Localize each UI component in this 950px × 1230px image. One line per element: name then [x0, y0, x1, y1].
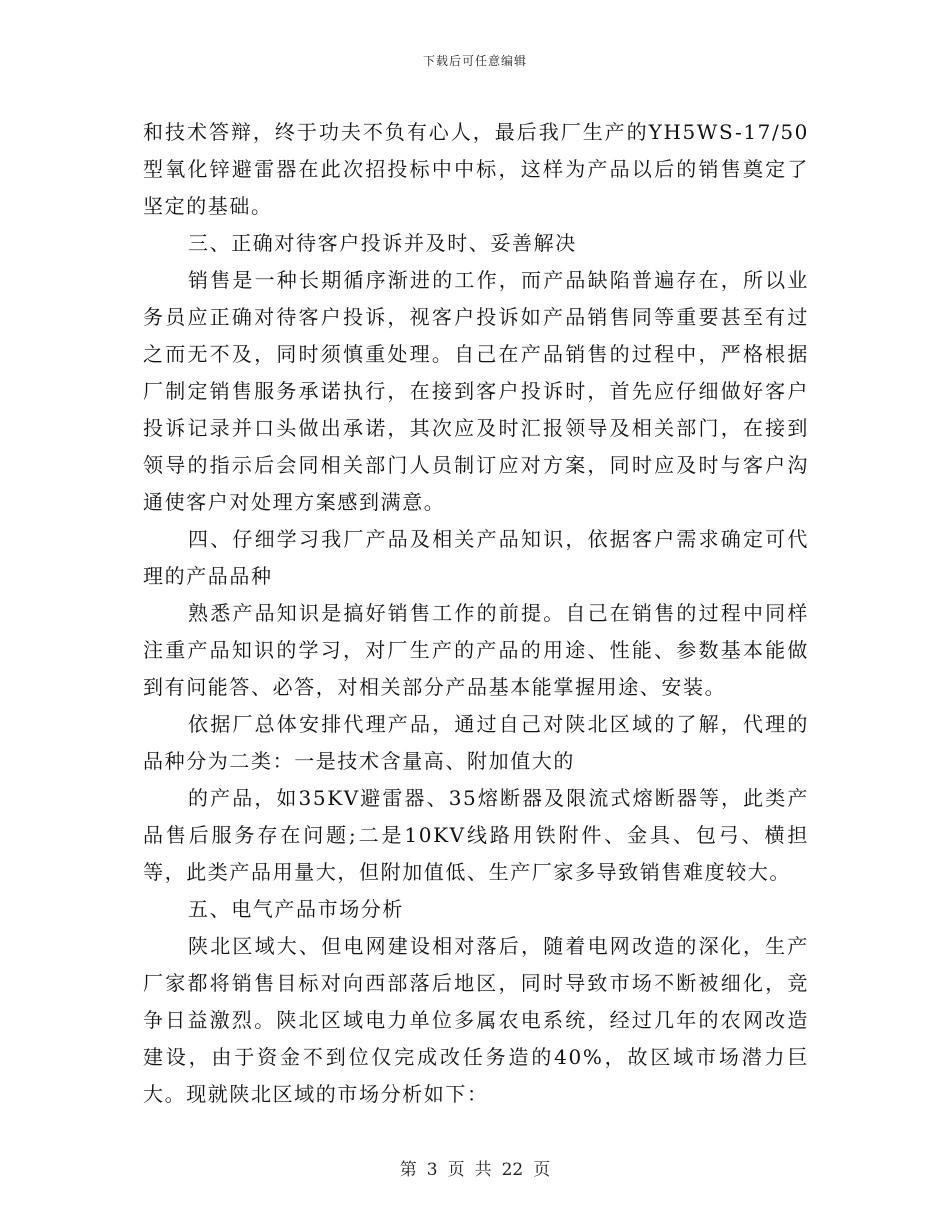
section-heading-4: 四、仔细学习我厂产品及相关产品知识，依据客户需求确定可代理的产品品种 — [143, 527, 809, 588]
section-heading-3: 三、正确对待客户投诉并及时、妥善解决 — [188, 231, 577, 255]
page-label-middle: 页 — [447, 1160, 465, 1180]
paragraph-market-analysis: 陕北区域大、但电网建设相对落后，随着电网改造的深化，生产厂家都将销售目标对向西部落后地区，同时导致市场不断被细化，竞争日益激烈。陕北区域电力单位多属农电系统，经过几年的农网改造建设，由于资金不到位仅完成改任务造的40%，故区域市场潜力巨大。现就陕北区域的市场分析如下： — [143, 934, 809, 1106]
paragraph-agency-products: 依据厂总体安排代理产品，通过自己对陕北区域的了解，代理的品种分为二类：一是技术含量高、附加值大的 — [143, 712, 809, 773]
page-label-prefix: 第 — [399, 1160, 417, 1180]
document-body — [143, 114, 809, 1113]
paragraph-1: 和技术答辩，终于功夫不负有心人，最后我厂生产的YH5WS-17/50型氧化锌避雷器在此次招投标中中标，这样为产品以后的销售奠定了坚定的基础。 — [143, 120, 809, 218]
total-pages: 22 — [501, 1160, 524, 1180]
total-label-suffix: 页 — [533, 1160, 551, 1180]
page-number: 3 — [426, 1160, 438, 1180]
paragraph-product-types: 的产品，如35KV避雷器、35熔断器及限流式熔断器等，此类产品售后服务存在问题;二是10KV线路用铁附件、金具、包弓、横担等，此类产品用量大，但附加值低、生产厂家多导致销售难度较大。 — [143, 786, 809, 884]
paragraph-complaints: 销售是一种长期循序渐进的工作，而产品缺陷普遍存在，所以业务员应正确对待客户投诉，视客户投诉如产品销售同等重要甚至有过之而无不及，同时须慎重处理。自己在产品销售的过程中，严格根据厂制定销售服务承诺执行，在接到客户投诉时，首先应仔细做好客户投诉记录并口头做出承诺，其次应及时汇报领导及相关部门，在接到领导的指示后会同相关部门人员制订应对方案，同时应及时与客户沟通使客户对处理方案感到满意。 — [143, 268, 809, 514]
section-heading-5: 五、电气产品市场分析 — [188, 897, 404, 921]
page-header-note: 下载后可任意编辑 — [422, 54, 527, 68]
paragraph-product-knowledge: 熟悉产品知识是搞好销售工作的前提。自己在销售的过程中同样注重产品知识的学习，对厂生产的产品的用途、性能、参数基本能做到有问能答、必答，对相关部分产品基本能掌握用途、安装。 — [143, 601, 809, 699]
total-label: 共 — [474, 1160, 492, 1180]
page-footer — [0, 1155, 950, 1180]
